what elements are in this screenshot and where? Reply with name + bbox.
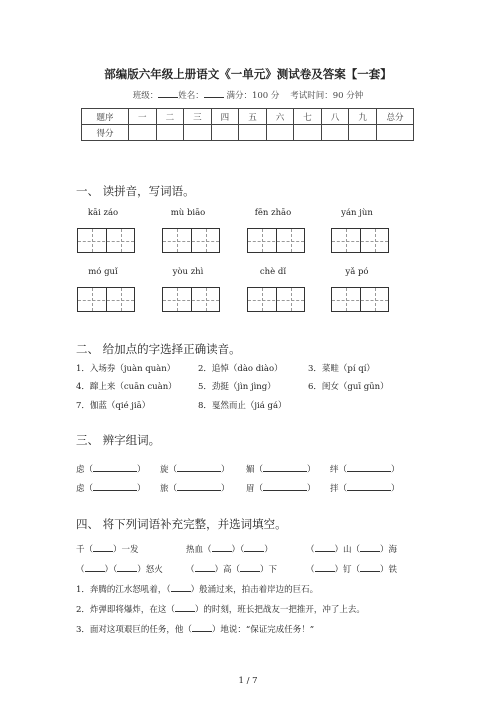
header-cell: 六 — [266, 109, 294, 125]
score-table — [81, 108, 414, 141]
answer-blank[interactable] — [347, 481, 391, 491]
idiom-text: ）（ — [231, 545, 245, 555]
sentence-text: 3．面对这项艰巨的任务，他（ — [76, 625, 192, 635]
score-cell[interactable] — [377, 125, 414, 141]
char-group: 拌（ ） — [330, 481, 400, 494]
idiom-item — [76, 562, 163, 575]
name-label: 姓名： — [178, 91, 204, 101]
class-blank — [158, 88, 178, 98]
score-cell[interactable] — [156, 125, 184, 141]
idiom-blank[interactable] — [117, 562, 137, 572]
reading-choice: 8．戛然而止（jiá gá） — [198, 401, 287, 411]
idiom-text: 热血（ — [186, 545, 212, 555]
score-cell[interactable] — [184, 125, 212, 141]
idiom-text: （ — [231, 565, 241, 575]
char: 旅 — [160, 484, 169, 494]
reading-choice: 6．闺女（guī gūn） — [308, 382, 389, 392]
answer-blank[interactable] — [93, 462, 137, 472]
score-cell[interactable] — [294, 125, 322, 141]
answer-blank[interactable] — [263, 462, 307, 472]
answer-blank[interactable] — [263, 481, 307, 491]
idiom-blank[interactable] — [360, 542, 380, 552]
writing-grid[interactable] — [162, 287, 220, 312]
reading-choice: 2．追悼（dào diào） — [198, 364, 283, 374]
idiom-text: ）一发 — [113, 545, 139, 555]
pinyin-label: yǎ pó — [345, 267, 369, 277]
header-cell: 五 — [239, 109, 267, 125]
char-group: 虑（ ） — [76, 481, 146, 494]
answer-blank[interactable] — [177, 462, 221, 472]
reading-choice: 4．蹿上来（cuān cuàn） — [76, 382, 177, 392]
idiom-blank[interactable] — [315, 562, 335, 572]
score-cell[interactable] — [321, 125, 349, 141]
writing-grid[interactable] — [77, 287, 135, 312]
char: 眉 — [246, 484, 255, 494]
idiom-text: ）下 — [260, 565, 278, 575]
sentence-blank[interactable] — [175, 602, 195, 612]
score-cell[interactable] — [239, 125, 267, 141]
idiom-text: （ — [306, 545, 315, 555]
section-3-heading: 三、 辨字组词。 — [76, 433, 161, 447]
header-cell: 四 — [211, 109, 239, 125]
idiom-blank[interactable] — [315, 542, 335, 552]
header-cell: 总分 — [377, 109, 414, 125]
score-cell[interactable] — [211, 125, 239, 141]
pinyin-label: mù biāo — [170, 208, 206, 218]
full-score: 满分：100 分 — [226, 91, 280, 101]
exam-time: 考试时间：90 分钟 — [290, 91, 364, 101]
char-group: 眉（ ） — [246, 481, 316, 494]
sentence-text: ）地说：“保证完成任务！” — [211, 625, 315, 635]
header-cell: 九 — [349, 109, 377, 125]
pinyin-label: yòu zhì — [172, 267, 204, 277]
name-blank — [204, 88, 224, 98]
idiom-text: ） — [264, 545, 273, 555]
sentence-text: 2．炸弹即将爆炸，在这（ — [76, 605, 175, 615]
page-number: 1 / 7 — [238, 676, 258, 686]
exam-info — [0, 88, 496, 101]
char: 媚 — [246, 465, 255, 475]
writing-grid[interactable] — [247, 287, 305, 312]
score-table-score-row — [82, 125, 414, 141]
writing-grid[interactable] — [247, 228, 305, 253]
idiom-blank[interactable] — [212, 542, 232, 552]
reading-choice: 1．入场券（juàn quàn） — [76, 364, 176, 374]
score-cell[interactable] — [266, 125, 294, 141]
fill-sentence — [76, 602, 365, 615]
score-table-header-row — [82, 109, 414, 125]
char-group: 旅（ ） — [160, 481, 230, 494]
idiom-blank[interactable] — [244, 542, 264, 552]
char: 旋 — [160, 465, 169, 475]
idiom-blank[interactable] — [195, 562, 215, 572]
idiom-blank[interactable] — [85, 562, 105, 572]
document-title: 部编版六年级上册语文《一单元》测试卷及答案【一套】 — [104, 67, 392, 81]
answer-blank[interactable] — [93, 481, 137, 491]
char-group: 绊（ ） — [330, 462, 400, 475]
pinyin-label: chè dǐ — [259, 267, 287, 277]
section-1-heading: 一、 读拼音，写词语。 — [76, 184, 195, 198]
idiom-blank[interactable] — [93, 542, 113, 552]
idiom-item — [306, 562, 397, 575]
idiom-item — [76, 542, 139, 555]
sentence-text: ）的时刻，班长把战友一把推开，冲了上去。 — [194, 605, 365, 615]
char-group: 虑（ ） — [76, 462, 146, 475]
sentence-text: 1．奔腾的江水怒吼着，（ — [76, 585, 171, 595]
idiom-item — [306, 542, 397, 555]
sentence-blank[interactable] — [171, 582, 191, 592]
answer-blank[interactable] — [347, 462, 391, 472]
char-group: 旋（ ） — [160, 462, 230, 475]
idiom-text: ）（ — [104, 565, 118, 575]
score-row-label: 得分 — [82, 125, 129, 141]
idiom-item — [186, 542, 273, 555]
header-cell: 题序 — [82, 109, 129, 125]
idiom-text: ）怒火 — [137, 565, 163, 575]
section-2-heading: 二、 给加点的字选择正确读音。 — [76, 342, 241, 356]
writing-grid[interactable] — [331, 228, 389, 253]
idiom-text: （ — [186, 565, 195, 575]
idiom-text: 千（ — [76, 545, 94, 555]
idiom-text: ）铁 — [380, 565, 398, 575]
fill-sentence — [76, 582, 318, 595]
idiom-text: ）山（ — [334, 545, 361, 555]
pinyin-label: fēn zhāo — [254, 208, 292, 218]
pinyin-label: kāi záo — [87, 208, 119, 218]
section-4-heading: 四、 将下列词语补充完整，并选词填空。 — [76, 517, 287, 531]
idiom-text: ）高 — [214, 565, 232, 575]
char: 绊 — [330, 465, 339, 475]
writing-grid[interactable] — [77, 228, 135, 253]
char: 虑 — [76, 465, 85, 475]
reading-choice: 3．菜畦（pí qí） — [308, 364, 375, 374]
header-cell: 八 — [321, 109, 349, 125]
score-cell[interactable] — [129, 125, 157, 141]
writing-grid[interactable] — [331, 287, 389, 312]
class-label: 班级： — [132, 91, 159, 101]
idiom-text: ）海 — [380, 545, 398, 555]
idiom-text: ）钉（ — [334, 565, 361, 575]
char: 虑 — [76, 484, 85, 494]
idiom-blank[interactable] — [360, 562, 380, 572]
sentence-blank[interactable] — [192, 622, 212, 632]
sentence-text: ）般涌过来，拍击着岸边的巨石。 — [190, 585, 319, 595]
pinyin-label: yán jùn — [341, 208, 373, 218]
writing-grid[interactable] — [162, 228, 220, 253]
header-cell: 一 — [129, 109, 157, 125]
idiom-text: （ — [306, 565, 315, 575]
char: 拌 — [330, 484, 339, 494]
idiom-blank[interactable] — [240, 562, 260, 572]
pinyin-label: mó guǐ — [88, 267, 118, 277]
header-cell: 七 — [294, 109, 322, 125]
answer-blank[interactable] — [177, 481, 221, 491]
header-cell: 二 — [156, 109, 184, 125]
reading-choice: 7．伽蓝（qié jiā） — [76, 401, 151, 411]
fill-sentence — [76, 622, 314, 635]
idiom-item — [186, 562, 277, 575]
score-cell[interactable] — [349, 125, 377, 141]
idiom-text: （ — [76, 565, 85, 575]
char-group: 媚（ ） — [246, 462, 316, 475]
header-cell: 三 — [184, 109, 212, 125]
reading-choice: 5．劲挺（jìn jìng） — [198, 382, 276, 392]
